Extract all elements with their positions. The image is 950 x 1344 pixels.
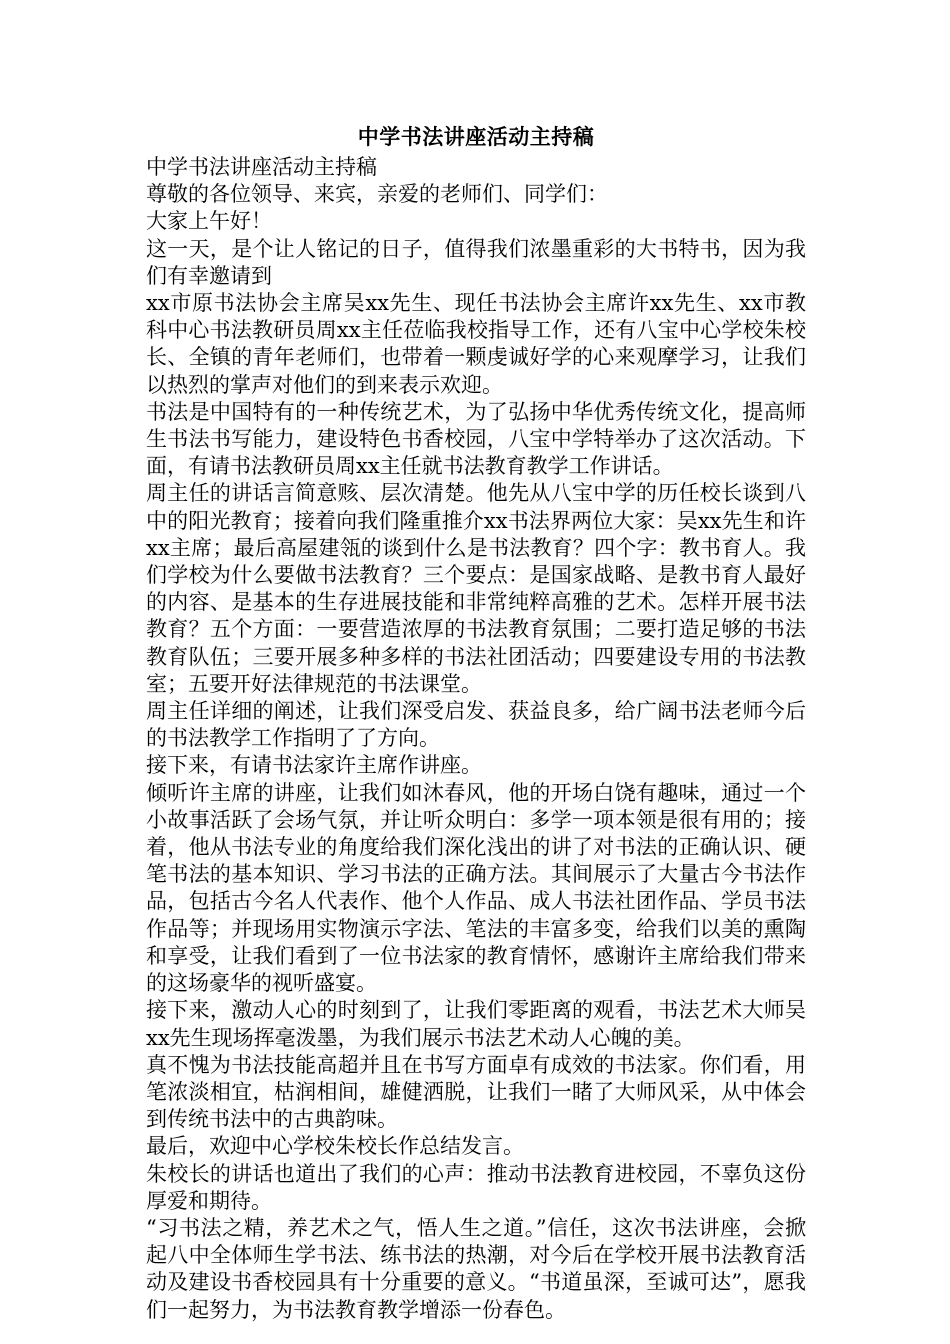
paragraph-closing: “习书法之精，养艺术之气，悟人生之道。”信任，这次书法讲座，会掀起八中全体师生学书法、练书法的热潮，对今后在学校开展书法教育活动及建设书香校园具有十分重要的意义。“书道虽深，至诚可达”，愿我们一起努力，为书法教育教学增添一份春色。 [146, 1215, 806, 1322]
paragraph-zhu-speech: 朱校长的讲话也道出了我们的心声：推动书法教育进校园，不辜负这份厚爱和期待。 [146, 1161, 806, 1213]
paragraph-guests: xx市原书法协会主席吴xx先生、现任书法协会主席许xx先生、xx市教科中心书法教研员周xx主任莅临我校指导工作，还有八宝中心学校朱校长、全镇的青年老师们，也带着一颗虔诚好学的心来观摩学习，让我们以热烈的掌声对他们的到来表示欢迎。 [146, 291, 806, 397]
paragraph-xu-invite: 接下来，有请书法家许主席作讲座。 [146, 753, 482, 778]
paragraph-subtitle: 中学书法讲座活动主持稿 [146, 155, 377, 179]
paragraph-wu-demo: 接下来，激动人心的时刻到了，让我们零距离的观看，书法艺术大师吴xx先生现场挥毫泼墨，为我们展示书法艺术动人心魄的美。 [146, 998, 806, 1050]
paragraph-xu-lecture: 倾听许主席的讲座，让我们如沐春风，他的开场白饶有趣味，通过一个小故事活跃了会场气氛，并让听众明白：多学一项本领是很有用的；接着，他从书法专业的角度给我们深化浅出的讲了对书法的正确认识、硬笔书法的基本知识、学习书法的正确方法。其间展示了大量古今书法作品，包括古今名人代表作、他个人作品、成人书法社团作品、学员书法作品等；并现场用实物演示字法、笔法的丰富多变，给我们以美的熏陶和享受，让我们看到了一位书法家的教育情怀，感谢许主席给我们带来的这场豪华的视听盛宴。 [146, 780, 806, 996]
paragraph-wu-praise: 真不愧为书法技能高超并且在书写方面卓有成效的书法家。你们看，用笔浓淡相宜，枯润相间，雄健洒脱，让我们一睹了大师风采，从中体会到传统书法中的古典韵味。 [146, 1052, 806, 1132]
paragraph-zhou-summary: 周主任详细的阐述，让我们深受启发、获益良多，给广阔书法老师今后的书法教学工作指明了了方向。 [146, 699, 806, 751]
document-page [146, 122, 806, 1324]
paragraph-zhu-invite: 最后，欢迎中心学校朱校长作总结发言。 [146, 1134, 524, 1159]
document-body [146, 154, 806, 1324]
paragraph-zhou-speech: 周主任的讲话言简意赅、层次清楚。他先从八宝中学的历任校长谈到八中的阳光教育；接着向我们隆重推介xx书法界两位大家：吴xx先生和许xx主席；最后高屋建瓴的谈到什么是书法教育？四个字：教书育人。我们学校为什么要做书法教育？三个要点：是国家战略、是教书育人最好的内容、是基本的生存进展技能和非常纯粹高雅的艺术。怎样开展书法教育？五个方面：一要营造浓厚的书法教育氛围；二要打造足够的书法教育队伍；三要开展多种多样的书法社团活动；四要建设专用的书法教室；五要开好法律规范的书法课堂。 [146, 481, 806, 696]
document-title: 中学书法讲座活动主持稿 [357, 124, 595, 149]
paragraph-salutation: 尊敬的各位领导、来宾，亲爱的老师们、同学们： [146, 182, 608, 207]
paragraph-greeting: 大家上午好！ [146, 209, 272, 234]
paragraph-introduction: 书法是中国特有的一种传统艺术，为了弘扬中华优秀传统文化，提高师生书法书写能力，建设特色书香校园，八宝中学特举办了这次活动。下面，有请书法教研员周xx主任就书法教育教学工作讲话。 [146, 399, 806, 479]
paragraph-opening: 这一天，是个让人铭记的日子，值得我们浓墨重彩的大书特书，因为我们有幸邀请到 [146, 236, 806, 288]
